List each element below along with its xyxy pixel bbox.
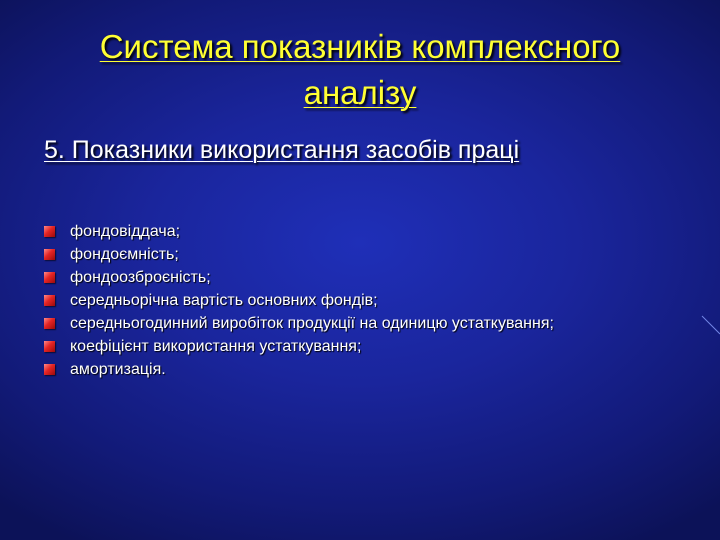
slide-title-line-1: Система показників комплексного: [99, 28, 621, 65]
list-item-text: коефіцієнт використання устаткування;: [70, 338, 362, 355]
list-item-text: амортизація.: [70, 361, 166, 378]
slide-subtitle: 5. Показники використання засобів праці: [44, 136, 520, 164]
list-item-text: середньорічна вартість основних фондів;: [70, 292, 378, 309]
list-item-text: фондовіддача;: [70, 223, 181, 240]
slide-title-line-2: аналізу: [303, 74, 417, 111]
list-item-text: фондоємність;: [70, 246, 179, 263]
list-item-text: фондоозброєність;: [70, 269, 211, 286]
list-item-text: середньогодинний виробіток продукції на одиницю устаткування;: [70, 315, 554, 332]
